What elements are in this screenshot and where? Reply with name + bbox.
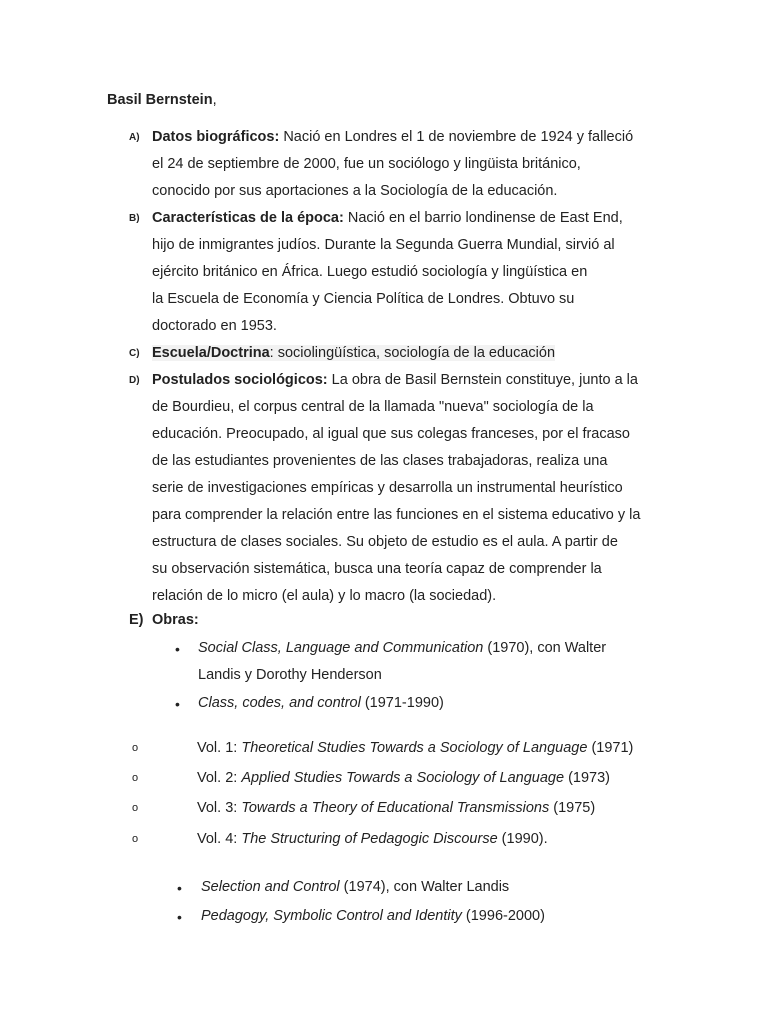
section-b bbox=[152, 205, 664, 340]
volume-prefix: Vol. 2: bbox=[197, 770, 242, 786]
section-e-label: Obras: bbox=[152, 612, 199, 628]
volume-year: (1990). bbox=[497, 831, 548, 847]
work-title: Selection and Control bbox=[201, 879, 340, 895]
section-d bbox=[152, 367, 672, 610]
section-d-line: estructura de clases sociales. Su objeto de estudio es el aula. A partir de bbox=[152, 534, 618, 550]
work-detail: (1970), con Walter bbox=[483, 640, 607, 656]
section-a-line: Nació en Londres el 1 de noviembre de 1924 y falleció bbox=[279, 129, 634, 145]
section-a-marker: A) bbox=[129, 132, 140, 143]
page-title bbox=[107, 92, 217, 108]
circle-bullet-icon: o bbox=[132, 772, 139, 784]
work-detail: (1971-1990) bbox=[360, 695, 444, 711]
section-a bbox=[152, 124, 664, 205]
volume-year: (1971) bbox=[587, 740, 634, 756]
volume-title: The Structuring of Pedagogic Discourse bbox=[241, 831, 498, 847]
section-d-marker: D) bbox=[129, 375, 140, 386]
volume-item bbox=[197, 765, 610, 792]
section-c-text: : sociolingüística, sociología de la educación bbox=[269, 345, 556, 361]
section-e-marker: E) bbox=[129, 612, 144, 628]
volume-item bbox=[197, 795, 595, 822]
bullet-icon: • bbox=[175, 641, 180, 657]
section-d-label: Postulados sociológicos: bbox=[152, 372, 328, 388]
section-e bbox=[152, 607, 664, 634]
work-item bbox=[201, 903, 545, 930]
volume-prefix: Vol. 4: bbox=[197, 831, 242, 847]
circle-bullet-icon: o bbox=[132, 833, 139, 845]
work-item bbox=[198, 690, 444, 717]
section-d-line: educación. Preocupado, al igual que sus colegas franceses, por el fracaso bbox=[152, 426, 630, 442]
section-d-line: para comprender la relación entre las funciones en el sistema educativo y la bbox=[152, 507, 641, 523]
volume-prefix: Vol. 1: bbox=[197, 740, 242, 756]
bullet-icon: • bbox=[177, 909, 182, 925]
work-item bbox=[201, 874, 509, 901]
section-c-marker: C) bbox=[129, 348, 140, 359]
circle-bullet-icon: o bbox=[132, 742, 139, 754]
title-suffix: , bbox=[212, 92, 217, 108]
section-c bbox=[152, 340, 664, 367]
section-d-line: de Bourdieu, el corpus central de la llamada "nueva" sociología de la bbox=[152, 399, 594, 415]
work-title: Class, codes, and control bbox=[198, 695, 361, 711]
work-title: Pedagogy, Symbolic Control and Identity bbox=[201, 908, 462, 924]
work-detail: (1996-2000) bbox=[461, 908, 545, 924]
section-b-line: Nació en el barrio londinense de East End, bbox=[343, 210, 623, 226]
section-b-line: la Escuela de Economía y Ciencia Política de Londres. Obtuvo su bbox=[152, 291, 575, 307]
volume-item bbox=[197, 735, 633, 762]
section-b-label: Características de la época: bbox=[152, 210, 344, 226]
volume-title: Towards a Theory of Educational Transmissions bbox=[241, 800, 550, 816]
section-d-line: relación de lo micro (el aula) y lo macro (la sociedad). bbox=[152, 588, 497, 604]
work-detail: (1974), con Walter Landis bbox=[339, 879, 510, 895]
volume-year: (1973) bbox=[564, 770, 611, 786]
section-b-line: hijo de inmigrantes judíos. Durante la Segunda Guerra Mundial, sirvió al bbox=[152, 237, 615, 253]
section-a-label: Datos biográficos: bbox=[152, 129, 280, 145]
title-name: Basil Bernstein bbox=[107, 92, 213, 108]
work-detail: Landis y Dorothy Henderson bbox=[198, 667, 382, 683]
bullet-icon: • bbox=[175, 696, 180, 712]
circle-bullet-icon: o bbox=[132, 802, 139, 814]
volume-item bbox=[197, 826, 548, 853]
volume-title: Applied Studies Towards a Sociology of Language bbox=[241, 770, 565, 786]
section-a-line: conocido por sus aportaciones a la Sociología de la educación. bbox=[152, 183, 558, 199]
bullet-icon: • bbox=[177, 880, 182, 896]
section-b-line: doctorado en 1953. bbox=[152, 318, 277, 334]
section-d-line: serie de investigaciones empíricas y desarrolla un instrumental heurístico bbox=[152, 480, 623, 496]
volume-prefix: Vol. 3: bbox=[197, 800, 242, 816]
section-d-line: su observación sistemática, busca una teoría capaz de comprender la bbox=[152, 561, 602, 577]
section-c-label: Escuela/Doctrina bbox=[152, 345, 270, 361]
work-item bbox=[198, 635, 638, 689]
section-a-line: el 24 de septiembre de 2000, fue un sociólogo y lingüista británico, bbox=[152, 156, 581, 172]
section-b-line: ejército británico en África. Luego estudió sociología y lingüística en bbox=[152, 264, 588, 280]
section-d-line: La obra de Basil Bernstein constituye, junto a la bbox=[327, 372, 638, 388]
volume-title: Theoretical Studies Towards a Sociology of Language bbox=[241, 740, 588, 756]
section-d-line: de las estudiantes provenientes de las clases trabajadoras, realiza una bbox=[152, 453, 608, 469]
section-b-marker: B) bbox=[129, 213, 140, 224]
volume-year: (1975) bbox=[549, 800, 596, 816]
work-title: Social Class, Language and Communication bbox=[198, 640, 484, 656]
